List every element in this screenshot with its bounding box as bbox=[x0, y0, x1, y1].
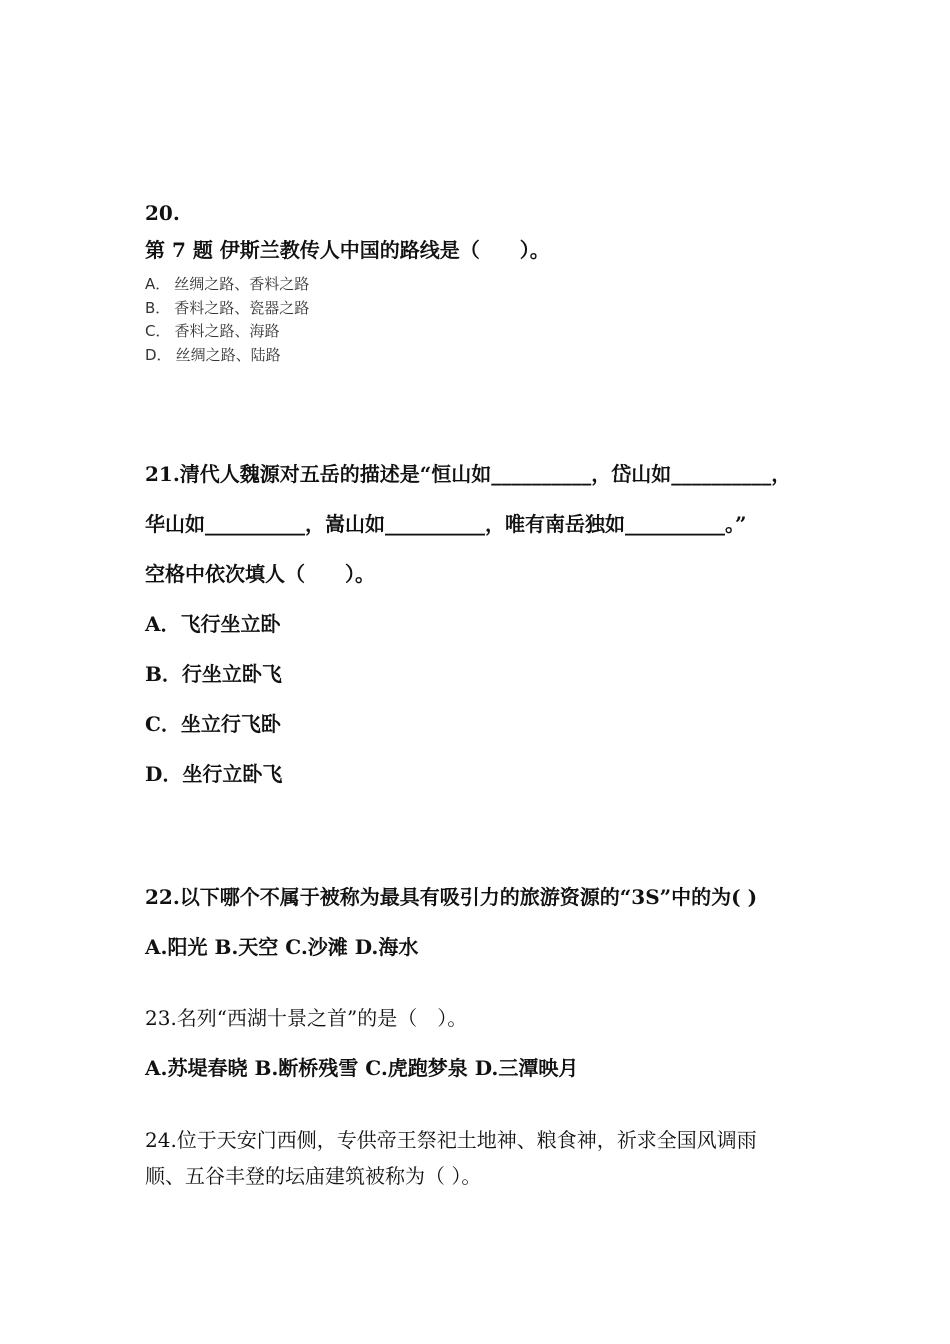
q21-stem-line-2: 华山如__________，嵩山如__________，唯有南岳独如__________。” bbox=[145, 512, 747, 536]
option-letter: B． bbox=[145, 299, 171, 317]
q21-stem-line-1: 21.清代人魏源对五岳的描述是“恒山如__________，岱山如__________， bbox=[145, 462, 792, 486]
q23-stem: 23.名列“西湖十景之首”的是（ ）。 bbox=[145, 1006, 468, 1030]
option-text: 丝绸之路、香料之路 bbox=[174, 275, 310, 293]
q21-option-b: B．行坐立卧飞 bbox=[145, 662, 282, 686]
q20-option-c bbox=[145, 321, 280, 341]
q21-option-d: D．坐行立卧飞 bbox=[145, 762, 283, 786]
q23-options: A.苏堤春晓 B.断桥残雪 C.虎跑梦泉 D.三潭映月 bbox=[145, 1056, 579, 1080]
q24-stem-line-2: 顺、五谷丰登的坛庙建筑被称为（ ）。 bbox=[145, 1164, 482, 1188]
q20-option-d bbox=[145, 345, 281, 365]
q21-option-a: A．飞行坐立卧 bbox=[145, 612, 281, 636]
option-letter: C． bbox=[145, 322, 171, 340]
q22-options: A.阳光 B.天空 C.沙滩 D.海水 bbox=[145, 935, 419, 959]
q22-stem: 22.以下哪个不属于被称为最具有吸引力的旅游资源的“3S”中的为( ) bbox=[145, 885, 758, 909]
q20-option-a bbox=[145, 274, 309, 294]
q20-stem: 第 7 题 伊斯兰教传人中国的路线是（ ）。 bbox=[145, 238, 550, 262]
option-letter: D． bbox=[145, 346, 172, 364]
option-text: 香料之路、瓷器之路 bbox=[174, 299, 310, 317]
q20-number: 20. bbox=[145, 201, 180, 225]
option-text: 香料之路、海路 bbox=[174, 322, 280, 340]
q21-option-c: C．坐立行飞卧 bbox=[145, 712, 281, 736]
option-letter: A． bbox=[145, 275, 171, 293]
q21-stem-line-3: 空格中依次填人（ ）。 bbox=[145, 562, 375, 586]
q24-stem-line-1: 24.位于天安门西侧，专供帝王祭祀土地神、粮食神，祈求全国风调雨 bbox=[145, 1128, 757, 1152]
q20-option-b bbox=[145, 298, 309, 318]
option-text: 丝绸之路、陆路 bbox=[175, 346, 281, 364]
